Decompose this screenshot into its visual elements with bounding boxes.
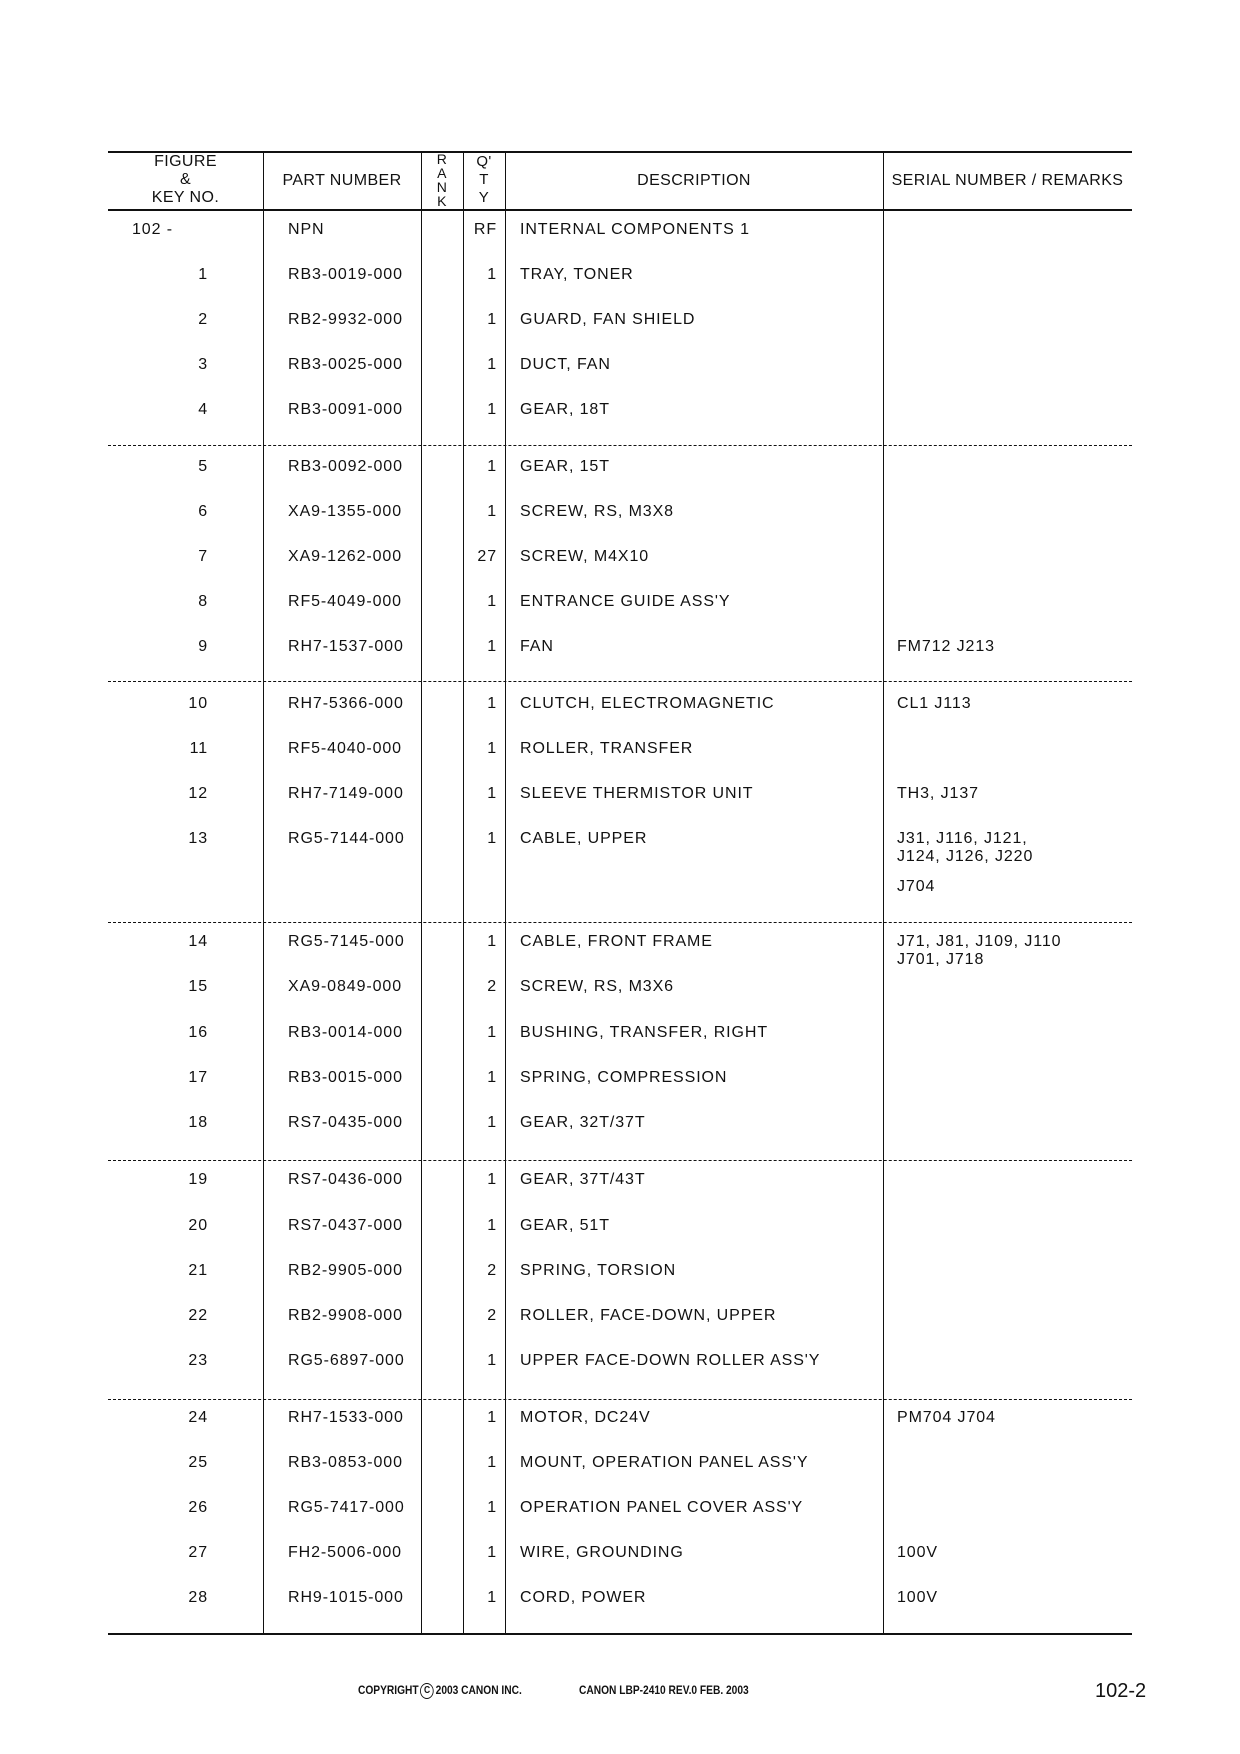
table-row — [108, 1299, 1132, 1344]
table-row — [108, 1016, 1132, 1061]
key-number: 28 — [188, 1589, 208, 1606]
key-number: 12 — [188, 785, 208, 802]
quantity: 1 — [487, 1217, 497, 1234]
part-number: RG5-7144-000 — [288, 830, 405, 847]
table-row — [108, 1446, 1132, 1491]
part-number: RF5-4040-000 — [288, 740, 402, 757]
part-number: RB3-0019-000 — [288, 266, 403, 283]
key-number: 17 — [188, 1069, 208, 1086]
description: MOTOR, DC24V — [520, 1409, 651, 1426]
remarks: J31, J116, J121, J124, J126, J220 — [897, 830, 1034, 865]
table-row — [108, 450, 1132, 495]
part-number: RG5-6897-000 — [288, 1352, 405, 1369]
table-row — [108, 1581, 1132, 1626]
quantity: 1 — [487, 695, 497, 712]
description: GUARD, FAN SHIELD — [520, 311, 696, 328]
table-row — [108, 540, 1132, 585]
table-row — [108, 870, 1132, 915]
header-figure-line: KEY NO. — [151, 189, 220, 206]
key-number: 22 — [188, 1307, 208, 1324]
table-row — [108, 1209, 1132, 1254]
group-separator — [108, 922, 1132, 923]
copyright-symbol: C — [420, 1683, 434, 1699]
copyright-suffix: 2003 CANON INC. — [435, 1683, 522, 1698]
description: SLEEVE THERMISTOR UNIT — [520, 785, 754, 802]
part-number: RF5-4049-000 — [288, 593, 402, 610]
remarks: 100V — [897, 1589, 938, 1606]
description: GEAR, 32T/37T — [520, 1114, 646, 1131]
table-row — [108, 1061, 1132, 1106]
description: BUSHING, TRANSFER, RIGHT — [520, 1024, 768, 1041]
description: GEAR, 18T — [520, 401, 610, 418]
header-figure-line: FIGURE — [154, 153, 217, 170]
remarks: FM712 J213 — [897, 638, 995, 655]
header-description: DESCRIPTION — [637, 171, 751, 189]
quantity: 1 — [487, 1499, 497, 1516]
table-row — [108, 213, 1132, 258]
header-qty-letter: Y — [478, 189, 490, 206]
table-row — [108, 1536, 1132, 1581]
page-number: 102-2 — [1095, 1680, 1147, 1702]
part-number: RB3-0853-000 — [288, 1454, 403, 1471]
table-row — [108, 822, 1132, 867]
group-separator — [108, 1160, 1132, 1161]
quantity: 2 — [487, 1262, 497, 1279]
part-number: XA9-0849-000 — [288, 978, 402, 995]
table-row — [108, 1106, 1132, 1151]
quantity: RF — [473, 221, 497, 238]
quantity: 1 — [487, 311, 497, 328]
part-number: RS7-0435-000 — [288, 1114, 403, 1131]
key-number: 7 — [198, 548, 208, 565]
table-row — [108, 585, 1132, 630]
header-figure-line: & — [179, 171, 192, 188]
header-rank-letter: A — [437, 165, 447, 181]
table-row — [108, 258, 1132, 303]
description: INTERNAL COMPONENTS 1 — [520, 221, 750, 238]
quantity: 1 — [487, 1352, 497, 1369]
quantity: 1 — [487, 1409, 497, 1426]
description: ROLLER, FACE-DOWN, UPPER — [520, 1307, 777, 1324]
table-row — [108, 777, 1132, 822]
key-number: 14 — [188, 933, 208, 950]
quantity: 1 — [487, 1171, 497, 1188]
key-number: 9 — [198, 638, 208, 655]
description: SPRING, TORSION — [520, 1262, 677, 1279]
part-number: RB2-9908-000 — [288, 1307, 403, 1324]
header-rank-letter: N — [436, 179, 448, 195]
description: CABLE, UPPER — [520, 830, 648, 847]
header-qty — [463, 151, 505, 209]
key-number: 25 — [188, 1454, 208, 1471]
description: UPPER FACE-DOWN ROLLER ASS'Y — [520, 1352, 821, 1369]
part-number: RB3-0025-000 — [288, 356, 403, 373]
quantity: 1 — [487, 1114, 497, 1131]
header-qty-letter: Q' — [476, 153, 492, 170]
key-number: 16 — [188, 1024, 208, 1041]
group-separator — [108, 445, 1132, 446]
group-separator — [108, 1399, 1132, 1400]
remarks: J704 — [897, 878, 936, 895]
description: SCREW, RS, M3X6 — [520, 978, 674, 995]
quantity: 27 — [477, 548, 497, 565]
description: CABLE, FRONT FRAME — [520, 933, 713, 950]
quantity: 1 — [487, 1069, 497, 1086]
table-row — [108, 1344, 1132, 1389]
quantity: 1 — [487, 458, 497, 475]
key-number: 23 — [188, 1352, 208, 1369]
group-separator — [108, 681, 1132, 682]
description: TRAY, TONER — [520, 266, 634, 283]
quantity: 1 — [487, 1454, 497, 1471]
part-number: RB3-0091-000 — [288, 401, 403, 418]
quantity: 1 — [487, 1589, 497, 1606]
key-number: 2 — [198, 311, 208, 328]
table-row — [108, 1401, 1132, 1446]
key-number: 20 — [188, 1217, 208, 1234]
quantity: 1 — [487, 740, 497, 757]
description: DUCT, FAN — [520, 356, 611, 373]
remarks: CL1 J113 — [897, 695, 972, 712]
part-number: RB3-0092-000 — [288, 458, 403, 475]
quantity: 2 — [487, 978, 497, 995]
part-number: RS7-0436-000 — [288, 1171, 403, 1188]
header-bottom-rule — [108, 209, 1132, 211]
table-bottom-rule — [108, 1633, 1132, 1635]
part-number: RS7-0437-000 — [288, 1217, 403, 1234]
part-number: XA9-1355-000 — [288, 503, 402, 520]
key-number: 10 — [188, 695, 208, 712]
description: CLUTCH, ELECTROMAGNETIC — [520, 695, 775, 712]
quantity: 1 — [487, 503, 497, 520]
key-number: 6 — [198, 503, 208, 520]
part-number: RG5-7417-000 — [288, 1499, 405, 1516]
key-number: 1 — [198, 266, 208, 283]
key-number: 5 — [198, 458, 208, 475]
part-number: FH2-5006-000 — [288, 1544, 402, 1561]
part-number: RH7-1537-000 — [288, 638, 404, 655]
description: MOUNT, OPERATION PANEL ASS'Y — [520, 1454, 809, 1471]
quantity: 1 — [487, 356, 497, 373]
part-number: RB3-0014-000 — [288, 1024, 403, 1041]
key-number: 102 - — [132, 221, 173, 238]
description: OPERATION PANEL COVER ASS'Y — [520, 1499, 804, 1516]
remarks: TH3, J137 — [897, 785, 979, 802]
header-rank-letter: R — [436, 151, 448, 167]
part-number: RG5-7145-000 — [288, 933, 405, 950]
table-row — [108, 1254, 1132, 1299]
quantity: 1 — [487, 638, 497, 655]
table-row — [108, 348, 1132, 393]
quantity: 1 — [487, 593, 497, 610]
remarks: J71, J81, J109, J110 J701, J718 — [897, 933, 1062, 968]
header-qty-letter: T — [479, 171, 489, 188]
table-row — [108, 732, 1132, 777]
key-number: 27 — [188, 1544, 208, 1561]
part-number: RH7-5366-000 — [288, 695, 404, 712]
part-number: RH7-7149-000 — [288, 785, 404, 802]
key-number: 3 — [198, 356, 208, 373]
quantity: 1 — [487, 785, 497, 802]
quantity: 1 — [487, 1024, 497, 1041]
key-number: 15 — [188, 978, 208, 995]
table-row — [108, 925, 1132, 970]
table-row — [108, 1491, 1132, 1536]
quantity: 1 — [487, 1544, 497, 1561]
part-number: RH7-1533-000 — [288, 1409, 404, 1426]
description: GEAR, 37T/43T — [520, 1171, 646, 1188]
copyright-notice — [358, 1683, 522, 1699]
table-row — [108, 495, 1132, 540]
header-remarks: SERIAL NUMBER / REMARKS — [891, 171, 1124, 189]
key-number: 11 — [189, 740, 208, 757]
header-figure-key — [108, 151, 263, 209]
part-number: XA9-1262-000 — [288, 548, 402, 565]
part-number: RB2-9905-000 — [288, 1262, 403, 1279]
table-row — [108, 630, 1132, 675]
quantity: 1 — [487, 266, 497, 283]
header-part-number: PART NUMBER — [282, 171, 402, 189]
document-id: CANON LBP-2410 REV.0 FEB. 2003 — [579, 1683, 749, 1697]
key-number: 24 — [188, 1409, 208, 1426]
part-number: RB2-9932-000 — [288, 311, 403, 328]
key-number: 26 — [188, 1499, 208, 1516]
table-row — [108, 1163, 1132, 1208]
key-number: 13 — [188, 830, 208, 847]
description: FAN — [520, 638, 554, 655]
description: GEAR, 51T — [520, 1217, 610, 1234]
description: ENTRANCE GUIDE ASS'Y — [520, 593, 731, 610]
quantity: 2 — [487, 1307, 497, 1324]
quantity: 1 — [487, 830, 497, 847]
description: GEAR, 15T — [520, 458, 610, 475]
description: WIRE, GROUNDING — [520, 1544, 684, 1561]
header-rank — [421, 151, 463, 209]
key-number: 8 — [198, 593, 208, 610]
table-row — [108, 393, 1132, 438]
key-number: 18 — [188, 1114, 208, 1131]
description: ROLLER, TRANSFER — [520, 740, 694, 757]
header-rank-letter: K — [437, 193, 447, 209]
description: SPRING, COMPRESSION — [520, 1069, 728, 1086]
quantity: 1 — [487, 933, 497, 950]
remarks: PM704 J704 — [897, 1409, 996, 1426]
key-number: 4 — [198, 401, 208, 418]
table-row — [108, 303, 1132, 348]
part-number: RB3-0015-000 — [288, 1069, 403, 1086]
part-number: RH9-1015-000 — [288, 1589, 404, 1606]
part-number: NPN — [288, 221, 325, 238]
table-row — [108, 970, 1132, 1015]
quantity: 1 — [487, 401, 497, 418]
key-number: 21 — [188, 1262, 208, 1279]
copyright-prefix: COPYRIGHT — [358, 1683, 419, 1698]
table-row — [108, 687, 1132, 732]
key-number: 19 — [188, 1171, 208, 1188]
description: CORD, POWER — [520, 1589, 647, 1606]
remarks: 100V — [897, 1544, 938, 1561]
description: SCREW, RS, M3X8 — [520, 503, 674, 520]
description: SCREW, M4X10 — [520, 548, 650, 565]
